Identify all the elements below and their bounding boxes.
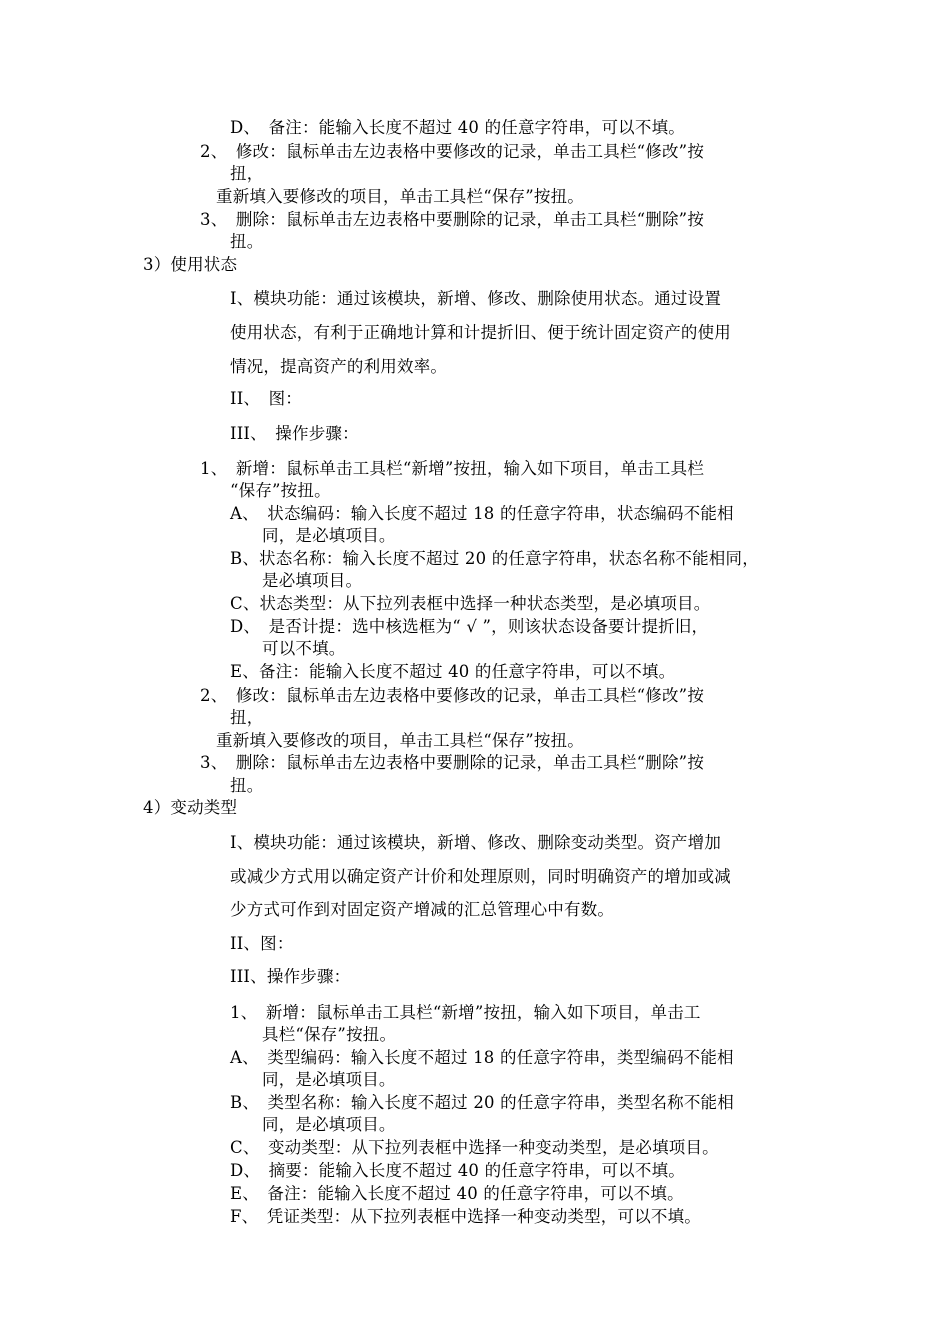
text-line: I、模块功能：通过该模块，新增、修改、删除使用状态。通过设置 [230,289,722,308]
text-line: “保存”按扭。 [230,481,331,500]
text-line: 是必填项目。 [262,571,363,590]
text-line: 重新填入要修改的项目，单击工具栏“保存”按扭。 [216,731,584,750]
section-heading: 4）变动类型 [143,798,238,817]
text-line: 3、 删除：鼠标单击左边表格中要删除的记录，单击工具栏“删除”按 [200,753,705,772]
text-line: II、 图： [230,389,302,408]
text-line: 2、 修改：鼠标单击左边表格中要修改的记录，单击工具栏“修改”按 [200,142,705,161]
text-line: 1、 新增：鼠标单击工具栏“新增”按扭，输入如下项目，单击工具栏 [200,459,705,478]
text-line: F、 凭证类型：从下拉列表框中选择一种变动类型，可以不填。 [230,1207,701,1226]
text-line: 少方式可作到对固定资产增减的汇总管理心中有数。 [230,900,615,919]
text-line: A、 状态编码：输入长度不超过 18 的任意字符串，状态编码不能相 [230,504,734,523]
text-line: 扭， [230,708,264,727]
text-line: 同，是必填项目。 [262,1115,396,1134]
text-line: 2、 修改：鼠标单击左边表格中要修改的记录，单击工具栏“修改”按 [200,686,705,705]
text-line: B、 类型名称：输入长度不超过 20 的任意字符串，类型名称不能相 [230,1093,734,1112]
text-line: 具栏“保存”按扭。 [262,1025,397,1044]
text-line: C、 变动类型：从下拉列表框中选择一种变动类型，是必填项目。 [230,1138,719,1157]
text-line: 3、 删除：鼠标单击左边表格中要删除的记录，单击工具栏“删除”按 [200,210,705,229]
text-line: D、 摘要：能输入长度不超过 40 的任意字符串，可以不填。 [230,1161,685,1180]
text-line: 扭。 [230,776,264,795]
text-line: B、状态名称：输入长度不超过 20 的任意字符串，状态名称不能相同， [230,549,759,568]
text-line: C、状态类型：从下拉列表框中选择一种状态类型，是必填项目。 [230,594,711,613]
text-line: 情况，提高资产的利用效率。 [230,357,448,376]
text-line: 使用状态，有利于正确地计算和计提折旧、便于统计固定资产的使用 [230,323,731,342]
text-line: 同，是必填项目。 [262,1070,396,1089]
text-line: I、模块功能：通过该模块，新增、修改、删除变动类型。资产增加 [230,833,722,852]
text-line: III、操作步骤： [230,967,351,986]
text-line: 可以不填。 [262,639,346,658]
text-line: 或减少方式用以确定资产计价和处理原则，同时明确资产的增加或减 [230,867,731,886]
text-line: II、图： [230,934,294,953]
text-line: III、 操作步骤： [230,424,359,443]
section-heading: 3）使用状态 [143,255,238,274]
text-line: 扭， [230,164,264,183]
text-line: E、备注：能输入长度不超过 40 的任意字符串，可以不填。 [230,662,676,681]
text-line: 同，是必填项目。 [262,526,396,545]
text-line: A、 类型编码：输入长度不超过 18 的任意字符串，类型编码不能相 [230,1048,734,1067]
text-line: 1、 新增：鼠标单击工具栏“新增”按扭，输入如下项目，单击工 [230,1003,701,1022]
text-line: E、 备注：能输入长度不超过 40 的任意字符串，可以不填。 [230,1184,684,1203]
text-line: 扭。 [230,232,264,251]
text-line: D、 备注：能输入长度不超过 40 的任意字符串，可以不填。 [230,118,685,137]
text-line: D、 是否计提：选中核选框为“ √ ”，则该状态设备要计提折旧， [230,617,709,636]
text-line: 重新填入要修改的项目，单击工具栏“保存”按扭。 [216,187,584,206]
